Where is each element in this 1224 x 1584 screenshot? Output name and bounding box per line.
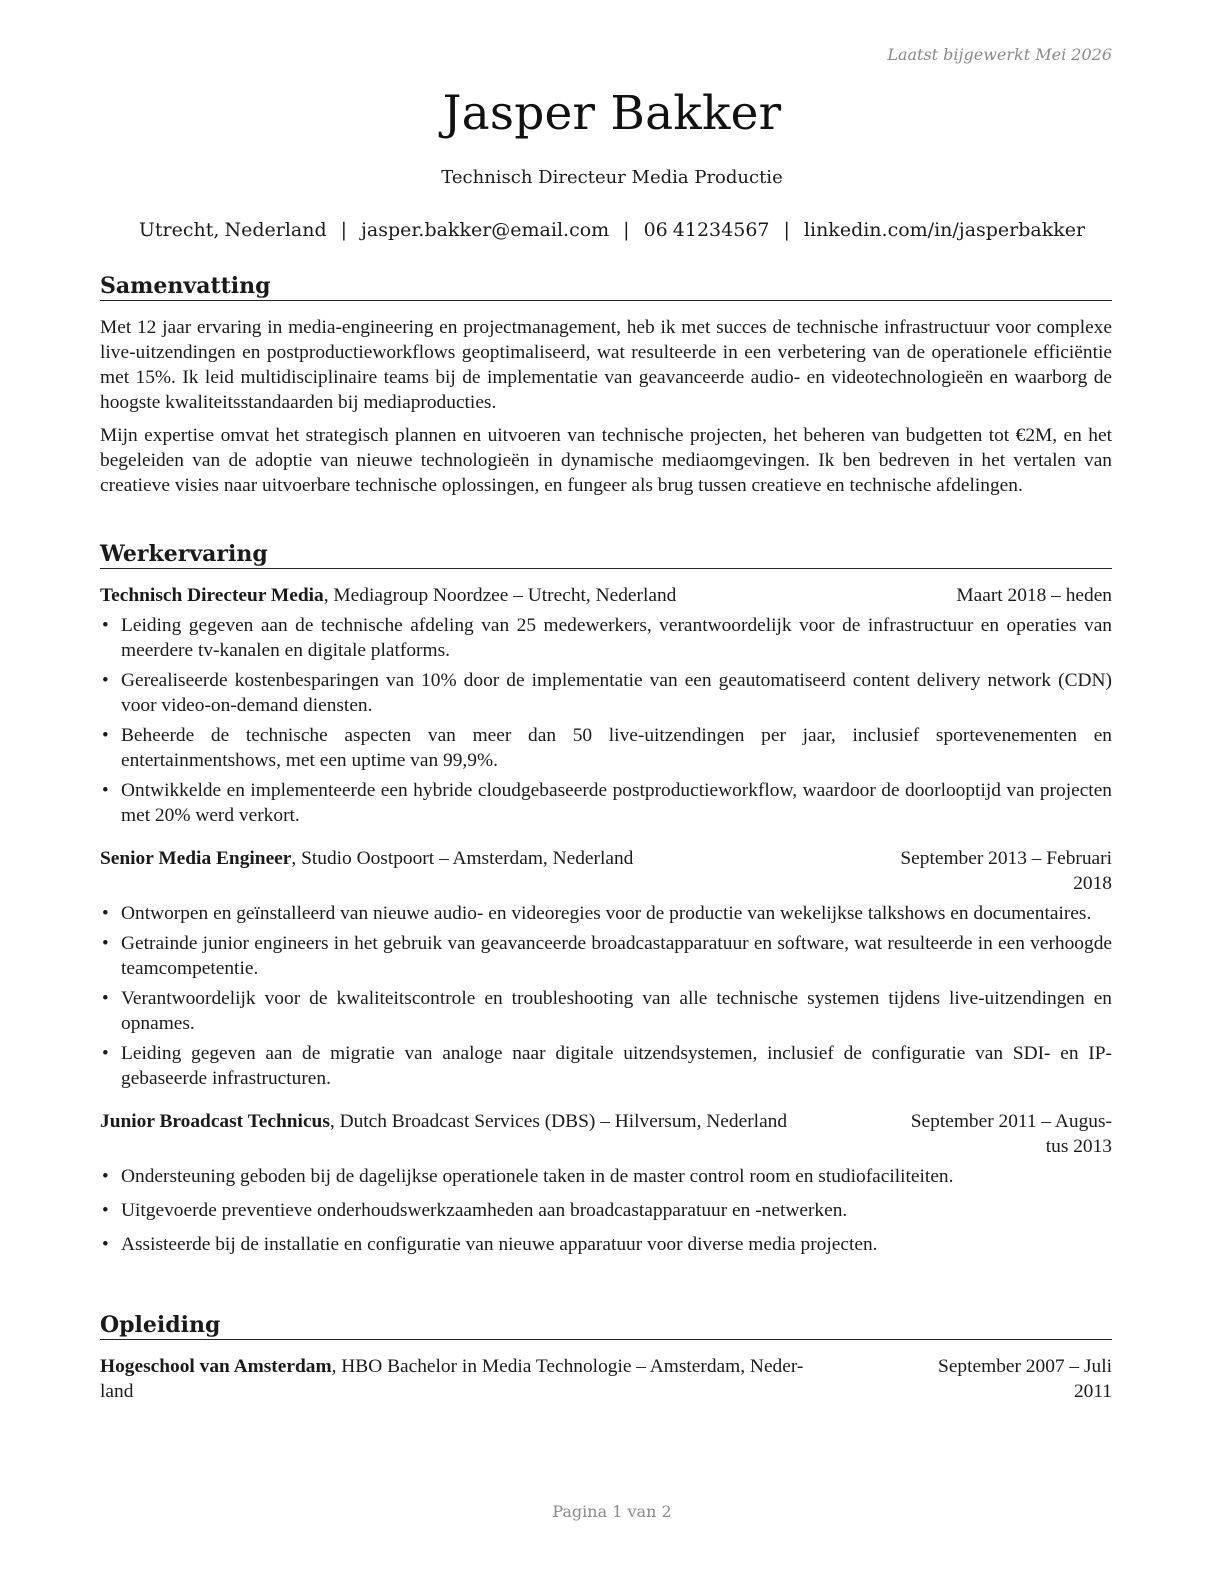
list-item: • Gerealiseerde kostenbesparingen van 10% door de implementatie van een geautomatiseerd content delivery network (CDN) voor video-on-demand diensten. <box>102 670 1112 716</box>
summary-section <box>100 272 1112 498</box>
list-item: • Ondersteuning geboden bij de dagelijkse operationele taken in de master control room en studiofaciliteiten. <box>102 1166 954 1187</box>
list-item: • Beheerde de technische aspecten van meer dan 50 live-uitzendingen per jaar, inclusief sportevenementen en entertainmentshows, met een uptime van 99,9%. <box>102 725 1112 771</box>
bullet-icon: • <box>102 1043 109 1064</box>
bullet-icon: • <box>102 933 109 954</box>
contact-linkedin[interactable]: linkedin.com/in/jasperbakker <box>803 219 1086 241</box>
job-role: Technisch Directeur Media <box>100 585 324 606</box>
summary-paragraph: Met 12 jaar ervaring in media-engineering en projectmanagement, heb ik met succes de technische infrastructuur voor complexe live-uitzendingen en postproductieworkflows geoptimaliseerd, wat resulteerde in een verbetering van de operationele efficiëntie met 15%. Ik leid multidisciplinaire teams bij de implementatie van geavanceerde audio- en videotechnologieën en waarborg de hoogste kwaliteitsstandaarden bij mediaproducties. <box>100 317 1112 413</box>
list-item: • Assisteerde bij de installatie en configuratie van nieuwe apparatuur voor diverse media projecten. <box>102 1234 878 1255</box>
education-section <box>100 1311 1112 1404</box>
bullet-icon: • <box>102 903 109 924</box>
contact-email[interactable]: jasper.bakker@email.com <box>361 219 610 241</box>
bullet-icon: • <box>102 988 109 1009</box>
contact-line <box>0 219 1224 241</box>
job-role: Senior Media Engineer <box>100 848 292 869</box>
job-bullets <box>100 1164 1112 1257</box>
bullet-icon: • <box>102 1234 109 1255</box>
candidate-name: Jasper Bakker <box>442 86 782 141</box>
job-header <box>100 1109 1112 1159</box>
separator: | <box>623 219 630 241</box>
job-company: , Dutch Broadcast Services (DBS) – Hilversum, Nederland <box>329 1111 788 1132</box>
summary-paragraph: Mijn expertise omvat het strategisch plannen en uitvoeren van technische projecten, het beheren van budgetten tot €2M, en het begeleiden van de adoptie van nieuwe technologieën in dynamische mediaomgevingen. Ik ben bedreven in het vertalen van creatieve visies naar uitvoerbare technische oplossingen, en fungeer als brug tussen creatieve en technische afdelingen. <box>100 425 1112 496</box>
education-degree: , HBO Bachelor in Media Technologie – Amsterdam, Neder- <box>331 1356 804 1377</box>
bullet-icon: • <box>102 1200 109 1221</box>
bullet-icon: • <box>102 1166 109 1187</box>
job-title: Technisch Directeur Media Productie <box>441 167 783 188</box>
bullet-icon: • <box>102 670 109 691</box>
job-header <box>100 583 1112 608</box>
education-date: September 2007 – Juli 2011 <box>938 1356 1112 1402</box>
job-company: , Mediagroup Noordzee – Utrecht, Nederland <box>323 585 677 606</box>
section-title-experience: Werkervaring <box>100 540 1112 569</box>
separator: | <box>783 219 790 241</box>
job-company: , Studio Oostpoort – Amsterdam, Nederland <box>291 848 634 869</box>
separator: | <box>340 219 348 241</box>
experience-section <box>100 540 1112 1262</box>
list-item: • Leiding gegeven aan de technische afdeling van 25 medewerkers, verantwoordelijk voor de infrastructuur en operaties van meerdere tv-kanalen en digitale platforms. <box>102 615 1112 661</box>
education-school: Hogeschool van Amsterdam <box>100 1356 332 1377</box>
contact-phone: 06 41234567 <box>643 219 770 241</box>
job-bullets <box>100 613 1112 828</box>
job-date: Maart 2018 – heden <box>956 585 1112 606</box>
job-date: September 2011 – Augus- tus 2013 <box>910 1111 1112 1157</box>
contact-location: Utrecht, Nederland <box>138 219 327 241</box>
last-updated: Laatst bijgewerkt Mei 2026 <box>887 45 1112 64</box>
list-item: • Leiding gegeven aan de migratie van analoge naar digitale uitzendsystemen, inclusief de configuratie van SDI- en IP-gebaseerde infrastructuren. <box>102 1043 1112 1089</box>
list-item: • Getrainde junior engineers in het gebruik van geavanceerde broadcastapparatuur en software, wat resulteerde in een verhoogde teamcompetentie. <box>102 933 1112 979</box>
section-title-education: Opleiding <box>100 1311 1112 1340</box>
section-title-summary: Samenvatting <box>100 272 1112 301</box>
bullet-icon: • <box>102 725 109 746</box>
list-item: • Uitgevoerde preventieve onderhoudswerkzaamheden aan broadcastapparatuur en -netwerken. <box>102 1200 848 1221</box>
page-number: Pagina 1 van 2 <box>552 1502 672 1521</box>
education-entry <box>100 1354 1112 1404</box>
job-bullets <box>100 901 1112 1091</box>
list-item: • Ontwikkelde en implementeerde een hybride cloudgebaseerde postproductieworkflow, waardoor de doorlooptijd van projecten met 20% werd verkort. <box>102 780 1112 826</box>
job-header <box>100 846 1112 896</box>
bullet-icon: • <box>102 780 109 801</box>
job-date: September 2013 – Februari 2018 <box>900 848 1112 894</box>
list-item: • Ontworpen en geïnstalleerd van nieuwe audio- en videoregies voor de productie van wekelijkse talkshows en documentaires. <box>102 903 1092 924</box>
job-role: Junior Broadcast Technicus <box>100 1111 330 1132</box>
education-degree-cont: land <box>100 1381 134 1402</box>
list-item: • Verantwoordelijk voor de kwaliteitscontrole en troubleshooting van alle technische systemen tijdens live-uitzendingen en opnames. <box>102 988 1112 1034</box>
bullet-icon: • <box>102 615 109 636</box>
